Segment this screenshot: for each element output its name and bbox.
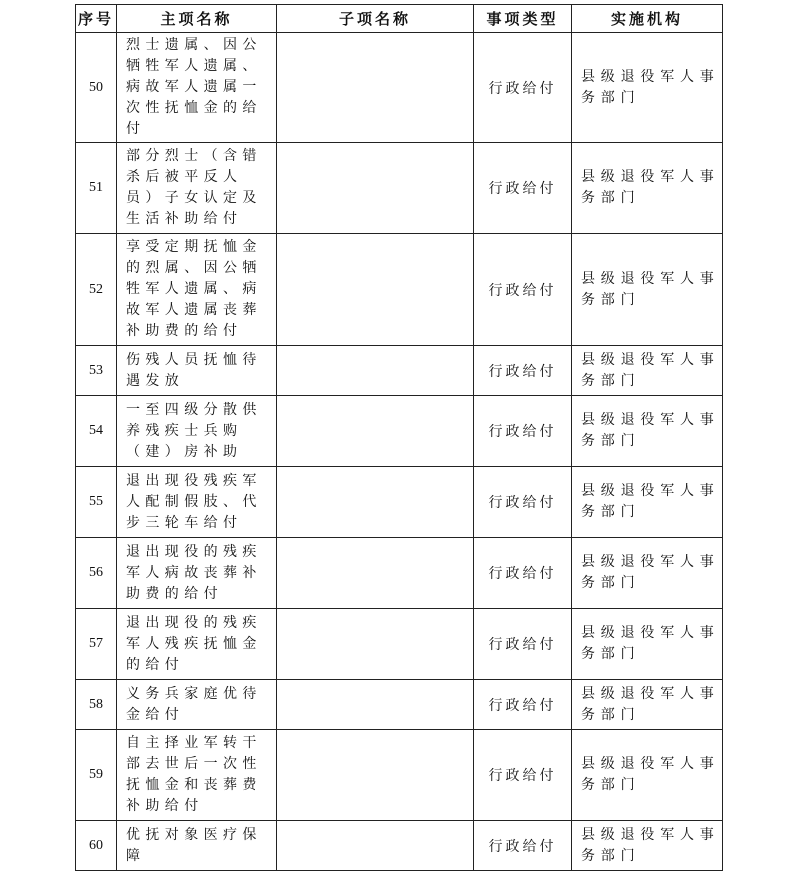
row-agency: 县级退役军人事务部门: [572, 821, 723, 871]
row-agency: 县级退役军人事务部门: [572, 396, 723, 467]
row-main-item: 退出现役的残疾军人残疾抚恤金的给付: [117, 609, 277, 680]
row-main-item: 伤残人员抚恤待遇发放: [117, 346, 277, 396]
row-main-item: 自主择业军转干部去世后一次性抚恤金和丧葬费补助给付: [117, 730, 277, 821]
row-agency: 县级退役军人事务部门: [572, 234, 723, 346]
row-agency: 县级退役军人事务部门: [572, 467, 723, 538]
row-seq: 50: [76, 33, 117, 143]
row-item-type: 行政给付: [474, 234, 572, 346]
row-sub-item: [277, 143, 474, 234]
row-seq: 57: [76, 609, 117, 680]
table-row: [76, 234, 723, 346]
row-sub-item: [277, 467, 474, 538]
row-item-type: 行政给付: [474, 609, 572, 680]
header-sub-item: 子项名称: [277, 5, 474, 33]
row-sub-item: [277, 234, 474, 346]
table-row: [76, 396, 723, 467]
service-items-table: [75, 4, 723, 871]
row-sub-item: [277, 538, 474, 609]
table-row: [76, 730, 723, 821]
table-row: [76, 538, 723, 609]
row-agency: 县级退役军人事务部门: [572, 143, 723, 234]
row-seq: 56: [76, 538, 117, 609]
row-seq: 60: [76, 821, 117, 871]
row-agency: 县级退役军人事务部门: [572, 730, 723, 821]
row-item-type: 行政给付: [474, 730, 572, 821]
row-item-type: 行政给付: [474, 538, 572, 609]
row-seq: 54: [76, 396, 117, 467]
table-row: [76, 346, 723, 396]
table-row: [76, 609, 723, 680]
row-seq: 55: [76, 467, 117, 538]
header-seq: 序号: [76, 5, 117, 33]
row-agency: 县级退役军人事务部门: [572, 609, 723, 680]
row-main-item: 退出现役的残疾军人病故丧葬补助费的给付: [117, 538, 277, 609]
row-item-type: 行政给付: [474, 467, 572, 538]
row-main-item: 享受定期抚恤金的烈属、因公牺牲军人遗属、病故军人遗属丧葬补助费的给付: [117, 234, 277, 346]
row-sub-item: [277, 346, 474, 396]
row-main-item: 一至四级分散供养残疾士兵购（建）房补助: [117, 396, 277, 467]
row-seq: 51: [76, 143, 117, 234]
row-sub-item: [277, 821, 474, 871]
table-row: [76, 467, 723, 538]
row-agency: 县级退役军人事务部门: [572, 538, 723, 609]
row-sub-item: [277, 680, 474, 730]
row-item-type: 行政给付: [474, 346, 572, 396]
row-item-type: 行政给付: [474, 396, 572, 467]
row-main-item: 部分烈士（含错杀后被平反人员）子女认定及生活补助给付: [117, 143, 277, 234]
row-agency: 县级退役军人事务部门: [572, 33, 723, 143]
row-sub-item: [277, 396, 474, 467]
row-main-item: 烈士遗属、因公牺牲军人遗属、病故军人遗属一次性抚恤金的给付: [117, 33, 277, 143]
table-row: [76, 33, 723, 143]
table-row: [76, 680, 723, 730]
row-agency: 县级退役军人事务部门: [572, 680, 723, 730]
row-item-type: 行政给付: [474, 680, 572, 730]
table-row: [76, 143, 723, 234]
row-sub-item: [277, 609, 474, 680]
row-item-type: 行政给付: [474, 143, 572, 234]
row-agency: 县级退役军人事务部门: [572, 346, 723, 396]
row-sub-item: [277, 730, 474, 821]
header-row: [76, 5, 723, 33]
row-main-item: 义务兵家庭优待金给付: [117, 680, 277, 730]
row-seq: 59: [76, 730, 117, 821]
table-row: [76, 821, 723, 871]
row-main-item: 优抚对象医疗保障: [117, 821, 277, 871]
row-main-item: 退出现役残疾军人配制假肢、代步三轮车给付: [117, 467, 277, 538]
row-sub-item: [277, 33, 474, 143]
header-agency: 实施机构: [572, 5, 723, 33]
row-seq: 53: [76, 346, 117, 396]
row-seq: 52: [76, 234, 117, 346]
row-item-type: 行政给付: [474, 821, 572, 871]
header-item-type: 事项类型: [474, 5, 572, 33]
row-seq: 58: [76, 680, 117, 730]
row-item-type: 行政给付: [474, 33, 572, 143]
header-main-item: 主项名称: [117, 5, 277, 33]
